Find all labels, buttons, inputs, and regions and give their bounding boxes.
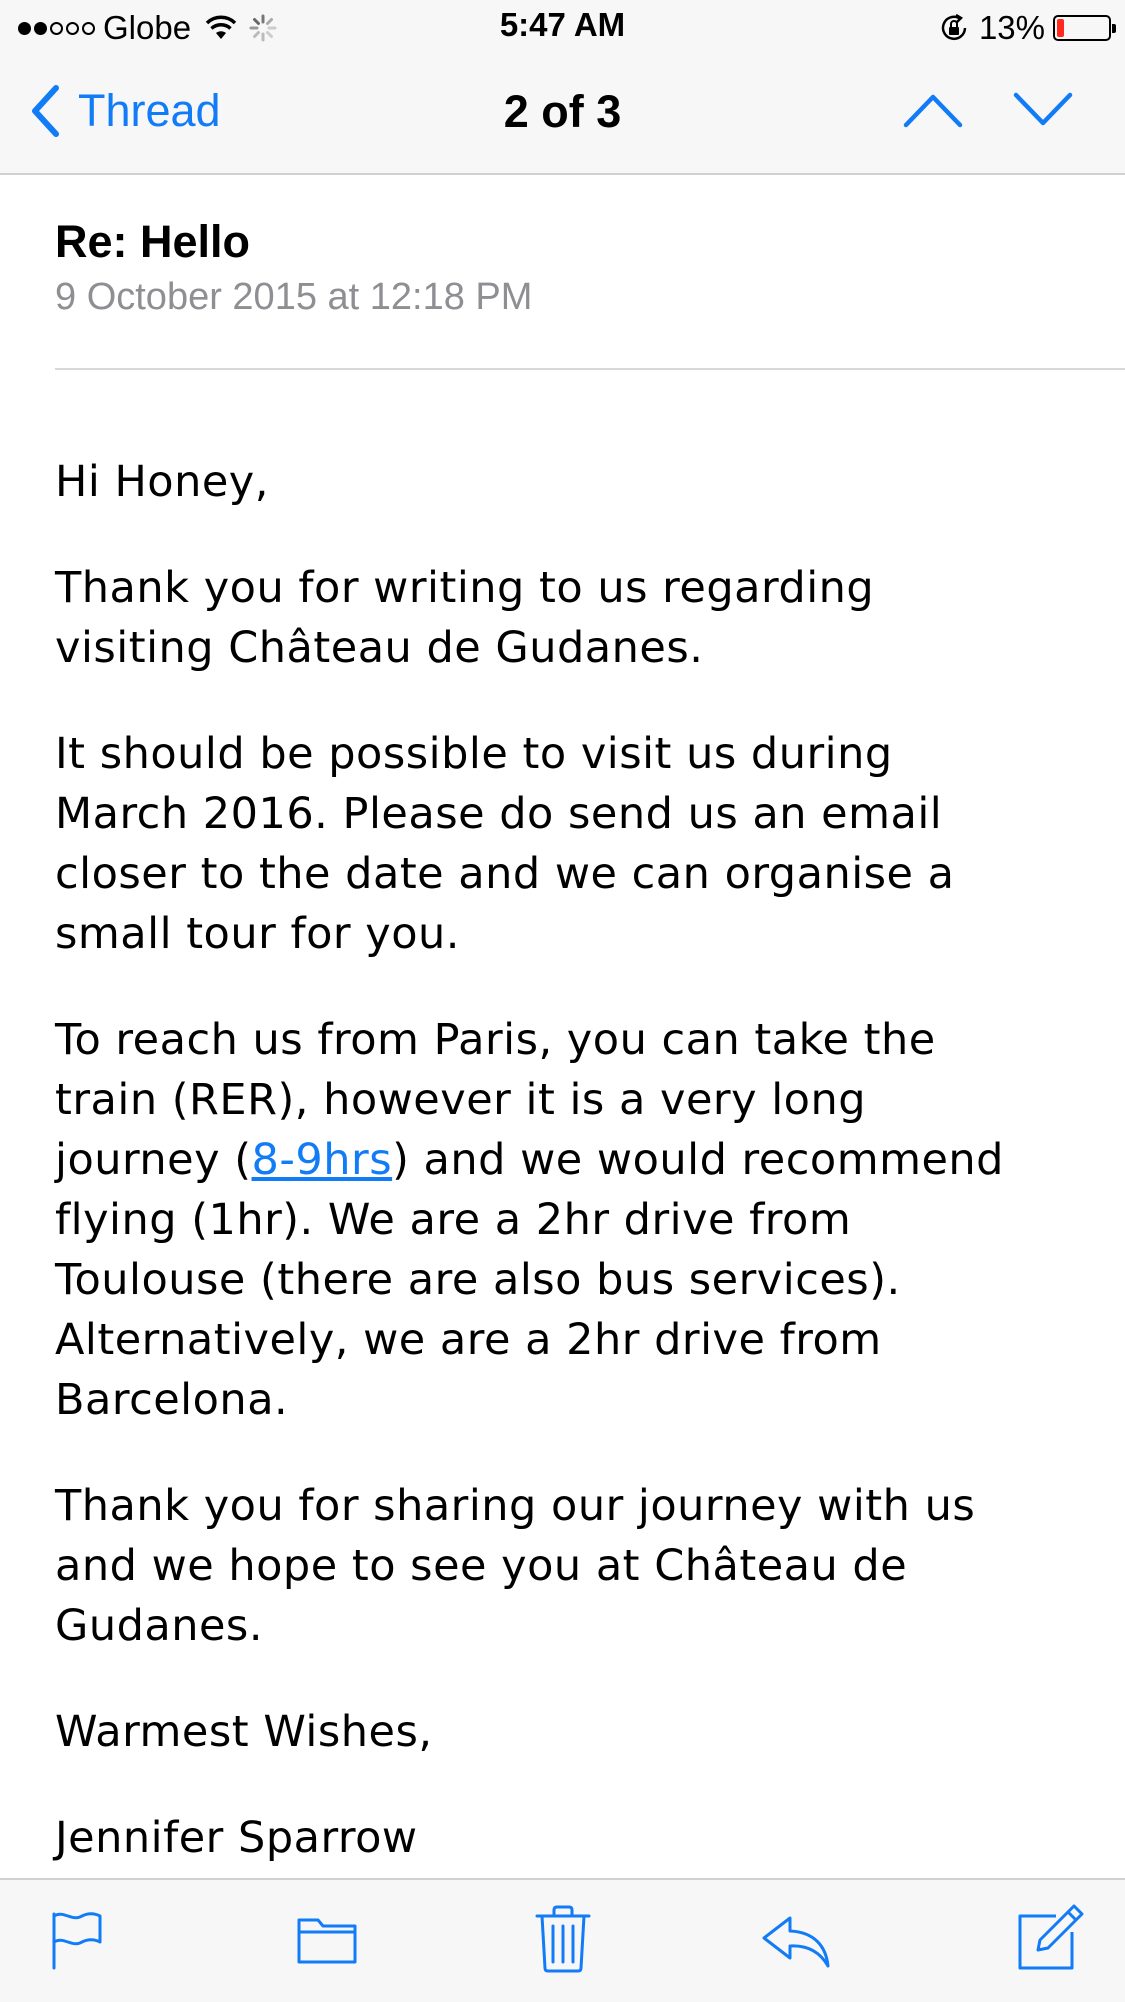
battery-icon [1053, 15, 1111, 41]
body-text: ) and we would recommend flying (1hr). We are a 2hr drive from Toulouse (there are also bus services). Alternatively, we are a 2hr drive from Barcelona. [55, 1135, 1004, 1425]
thread-position-title: 2 of 3 [503, 86, 622, 137]
folder-icon [296, 1910, 358, 1966]
back-button-label: Thread [78, 85, 221, 136]
status-bar [0, 0, 1125, 56]
reply-icon [760, 1914, 832, 1970]
chevron-down-icon [1013, 92, 1073, 128]
status-time: 5:47 AM [499, 6, 626, 43]
carrier-name: Globe [103, 9, 192, 46]
signature: Jennifer Sparrow [55, 1813, 418, 1863]
move-to-folder-button[interactable] [296, 1910, 358, 1966]
message-date: 9 October 2015 at 12:18 PM [55, 276, 533, 318]
navigation-bar [0, 56, 1125, 173]
message-body [55, 452, 1105, 1914]
body-paragraph-travel [55, 1010, 1105, 1430]
body-paragraph: Thank you for sharing our journey with us and we hope to see you at Château de Gudanes. [55, 1481, 976, 1651]
battery-level [1057, 19, 1064, 37]
flag-icon [50, 1910, 106, 1970]
trash-icon [535, 1904, 591, 1974]
chevron-up-icon [903, 92, 963, 128]
battery-nub [1112, 24, 1116, 33]
top-chrome [0, 0, 1125, 175]
reply-button[interactable] [760, 1914, 832, 1970]
flag-button[interactable] [50, 1910, 106, 1970]
message-subject: Re: Hello [55, 216, 251, 267]
status-right [939, 8, 1111, 48]
compose-icon [1016, 1902, 1086, 1972]
body-text: To reach us from Paris, you can take the train (RER), however it is a very long journey ( [55, 1015, 936, 1185]
trash-button[interactable] [535, 1904, 591, 1974]
compose-button[interactable] [1016, 1902, 1086, 1972]
orientation-lock-icon [939, 13, 969, 43]
next-message-button[interactable] [1013, 92, 1073, 128]
bottom-toolbar [0, 1878, 1125, 2002]
travel-time-link[interactable]: 8-9hrs [251, 1135, 393, 1185]
greeting: Hi Honey, [55, 457, 269, 507]
header-divider [55, 368, 1125, 370]
sign-off: Warmest Wishes, [55, 1707, 433, 1757]
battery-percent: 13% [978, 9, 1045, 46]
body-paragraph: Thank you for writing to us regarding visiting Château de Gudanes. [55, 563, 875, 673]
previous-message-button[interactable] [903, 92, 963, 128]
body-paragraph: It should be possible to visit us during March 2016. Please do send us an email closer to the date and we can organise a small tour for you. [55, 729, 955, 959]
